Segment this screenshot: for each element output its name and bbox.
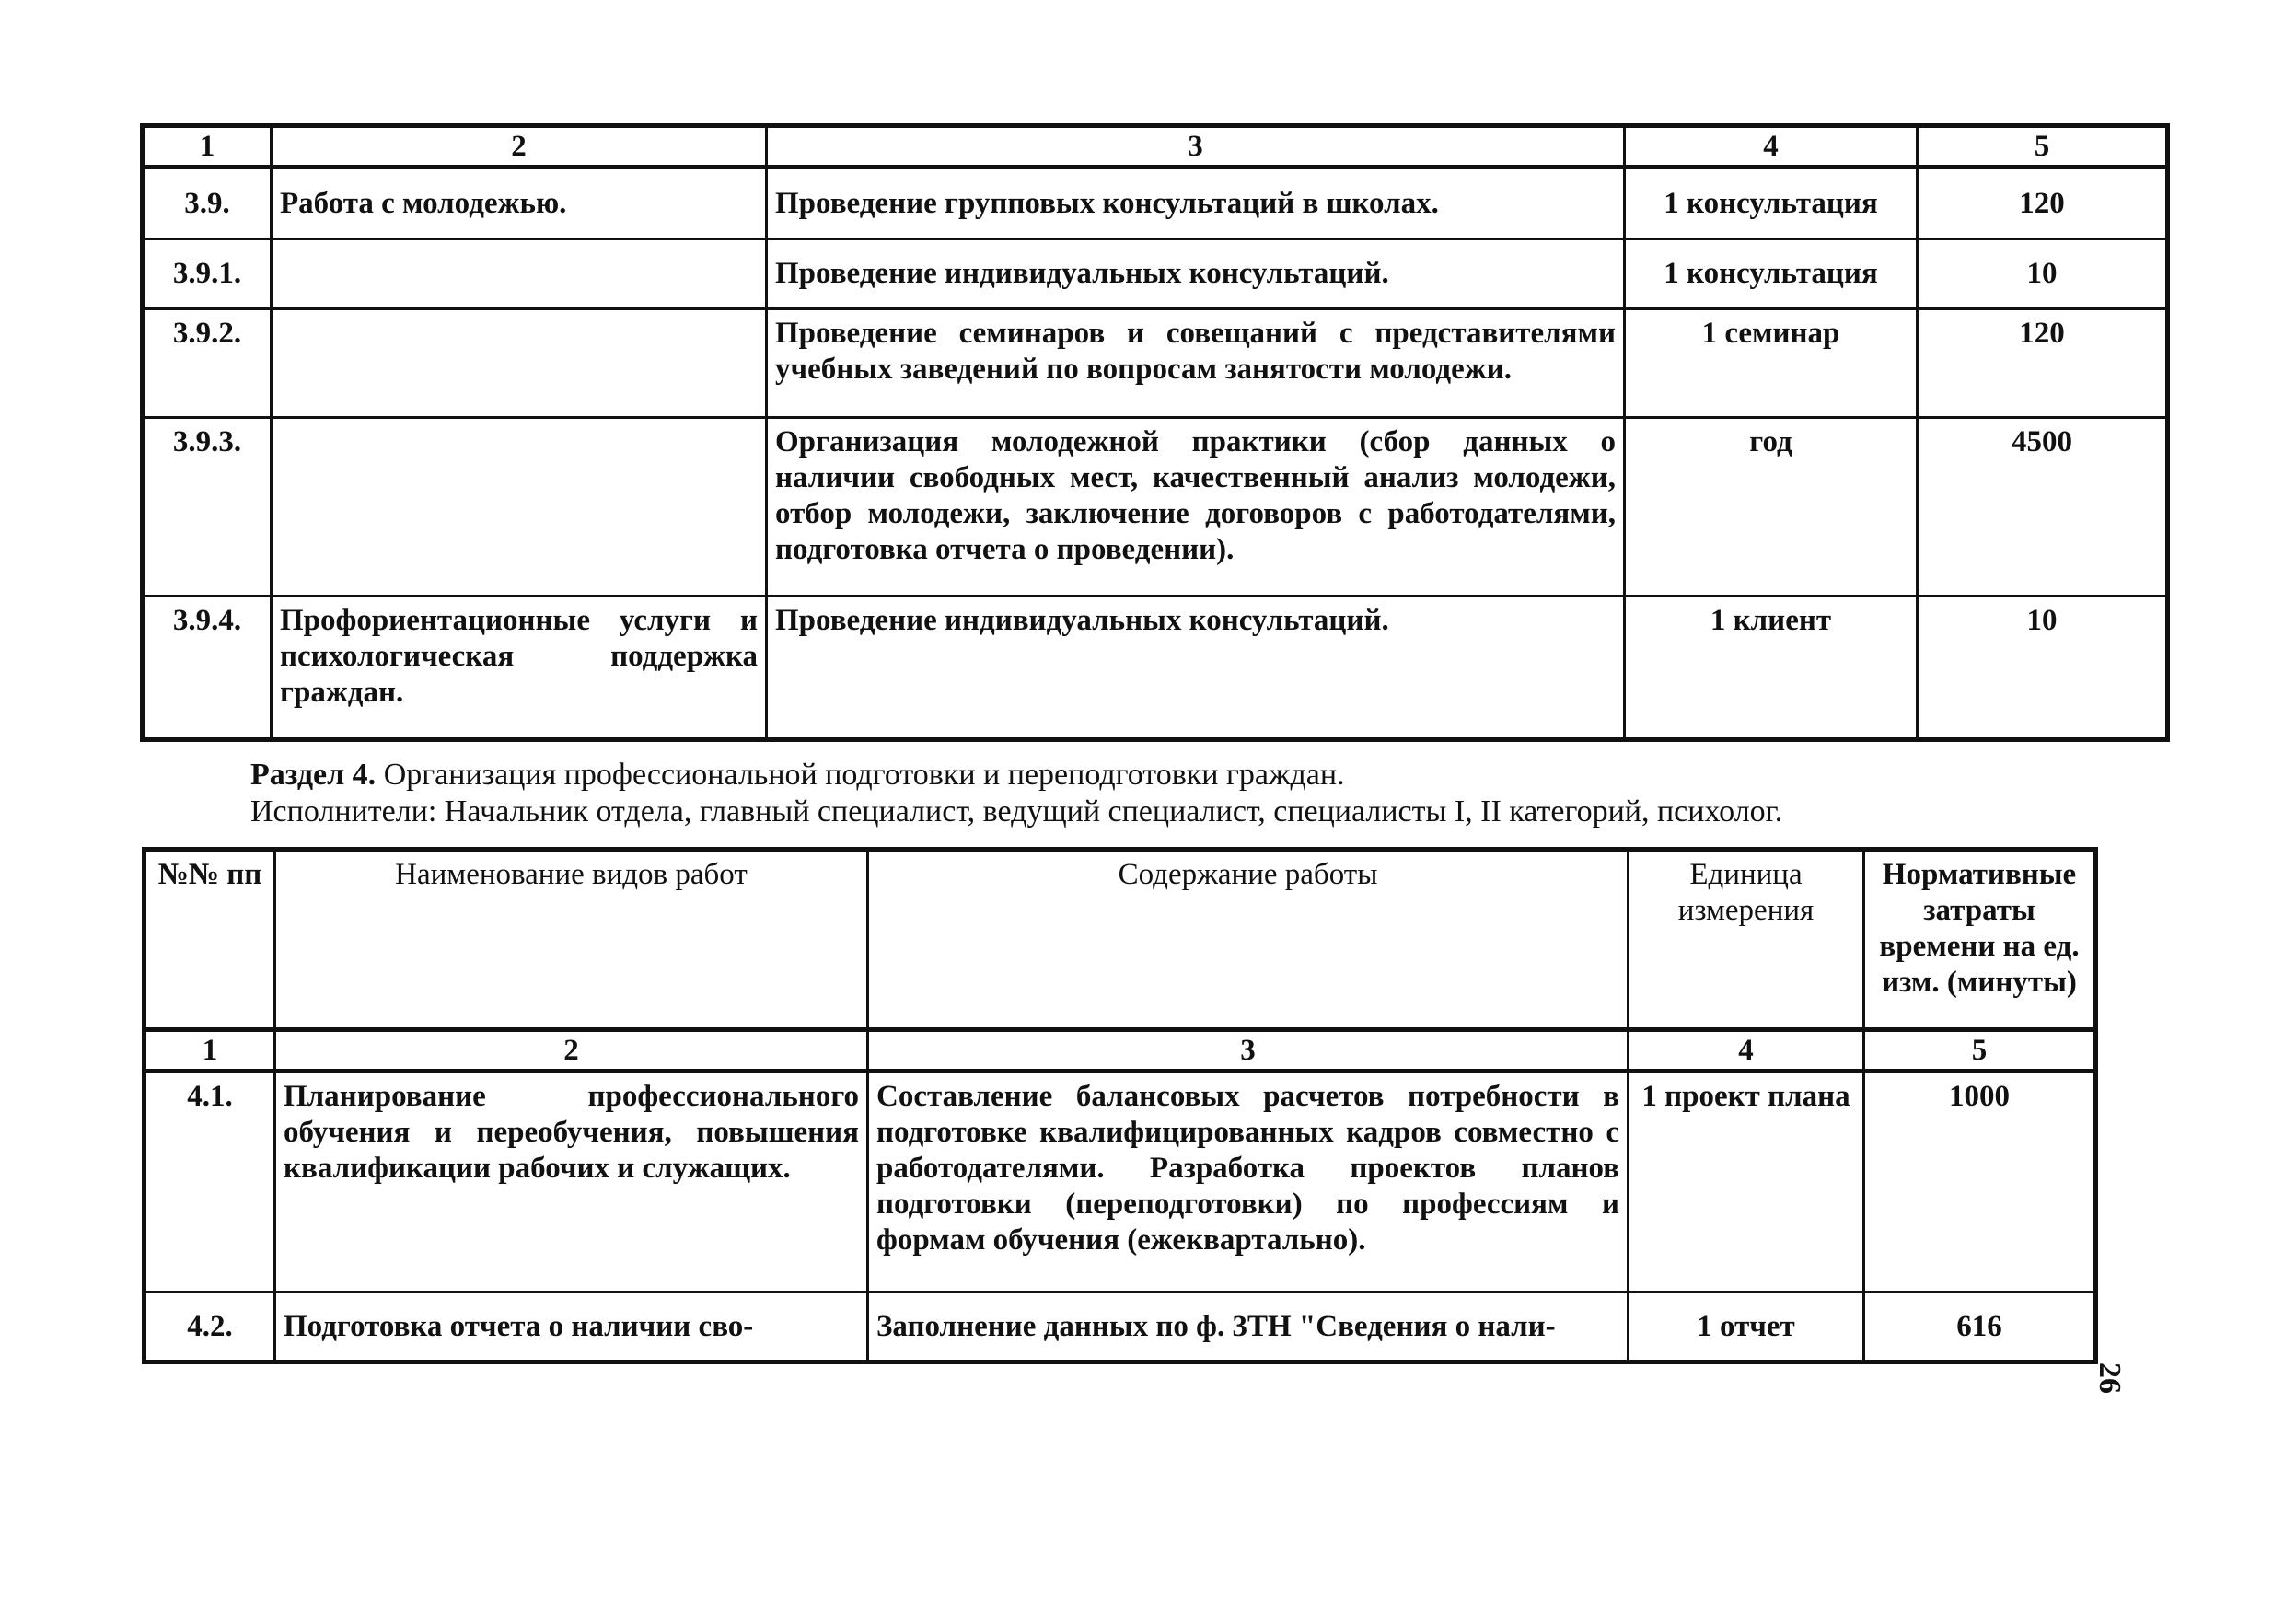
column-number-row bbox=[143, 126, 2168, 168]
header-content: Содержание работы bbox=[868, 850, 1629, 1030]
work-name: Подготовка отчета о наличии сво- bbox=[275, 1292, 868, 1362]
work-content: Проведение групповых консультаций в школах. bbox=[767, 168, 1625, 239]
unit: 1 отчет bbox=[1629, 1292, 1864, 1362]
table-row bbox=[143, 168, 2168, 239]
col-number: 3 bbox=[767, 126, 1625, 168]
unit: 1 проект плана bbox=[1629, 1072, 1864, 1292]
col-number: 1 bbox=[145, 1030, 275, 1072]
work-name: Профориентационные услуги и психологическая поддержка граждан. bbox=[272, 597, 767, 740]
norm-time: 120 bbox=[1918, 309, 2168, 418]
work-content: Проведение индивидуальных консультаций. bbox=[767, 597, 1625, 740]
table-row bbox=[143, 309, 2168, 418]
row-number: 3.9.1. bbox=[143, 239, 272, 309]
row-number: 4.2. bbox=[145, 1292, 275, 1362]
col-number: 4 bbox=[1625, 126, 1918, 168]
row-number: 4.1. bbox=[145, 1072, 275, 1292]
row-number: 3.9.3. bbox=[143, 418, 272, 597]
norm-time: 10 bbox=[1918, 597, 2168, 740]
unit: 1 консультация bbox=[1625, 239, 1918, 309]
table-row bbox=[145, 1072, 2096, 1292]
work-content: Составление балансовых расчетов потребности в подготовке квалифицированных кадров совместно с работодателями. Разработка проектов планов подготовки (переподготовки) по профессиям и формам обучения (ежеквартально). bbox=[868, 1072, 1629, 1292]
section-executors: Исполнители: Начальник отдела, главный специалист, ведущий специалист, специалисты I, II категорий, психолог. bbox=[250, 794, 1783, 829]
work-name bbox=[272, 309, 767, 418]
col-number: 3 bbox=[868, 1030, 1629, 1072]
table-row bbox=[143, 597, 2168, 740]
header-name: Наименование видов работ bbox=[275, 850, 868, 1030]
table-row bbox=[145, 1292, 2096, 1362]
page-number: 26 bbox=[2093, 1362, 2127, 1394]
col-number: 2 bbox=[272, 126, 767, 168]
work-name bbox=[272, 239, 767, 309]
row-number: 3.9.2. bbox=[143, 309, 272, 418]
unit: 1 семинар bbox=[1625, 309, 1918, 418]
row-number: 3.9. bbox=[143, 168, 272, 239]
unit: 1 консультация bbox=[1625, 168, 1918, 239]
section-title-text: Организация профессиональной подготовки и переподготовки граждан. bbox=[376, 758, 1345, 792]
unit: год bbox=[1625, 418, 1918, 597]
column-number-row bbox=[145, 1030, 2096, 1072]
norm-time: 1000 bbox=[1864, 1072, 2096, 1292]
header-num: №№ пп bbox=[145, 850, 275, 1030]
table-row bbox=[143, 418, 2168, 597]
work-content: Проведение индивидуальных консультаций. bbox=[767, 239, 1625, 309]
work-content: Организация молодежной практики (сбор данных о наличии свободных мест, качественный анализ молодежи, отбор молодежи, заключение договоров с работодателями, подготовка отчета о проведении). bbox=[767, 418, 1625, 597]
header-norm: Нормативные затраты времени на ед. изм. (минуты) bbox=[1864, 850, 2096, 1030]
row-number: 3.9.4. bbox=[143, 597, 272, 740]
section-title-number: Раздел 4. bbox=[250, 758, 377, 792]
header-unit: Единица измерения bbox=[1629, 850, 1864, 1030]
table-row bbox=[143, 239, 2168, 309]
norm-time: 4500 bbox=[1918, 418, 2168, 597]
col-number: 5 bbox=[1864, 1030, 2096, 1072]
col-number: 2 bbox=[275, 1030, 868, 1072]
work-content: Проведение семинаров и совещаний с представителями учебных заведений по вопросам занятости молодежи. bbox=[767, 309, 1625, 418]
work-name: Планирование профессионального обучения и переобучения, повышения квалификации рабочих и служащих. bbox=[275, 1072, 868, 1292]
table-section4 bbox=[142, 847, 2098, 1364]
work-name: Работа с молодежью. bbox=[272, 168, 767, 239]
col-number: 1 bbox=[143, 126, 272, 168]
header-row bbox=[145, 850, 2096, 1030]
work-content: Заполнение данных по ф. 3ТН "Сведения о нали- bbox=[868, 1292, 1629, 1362]
work-name bbox=[272, 418, 767, 597]
table-section3 bbox=[140, 123, 2170, 742]
norm-time: 10 bbox=[1918, 239, 2168, 309]
unit: 1 клиент bbox=[1625, 597, 1918, 740]
col-number: 5 bbox=[1918, 126, 2168, 168]
section-title bbox=[250, 757, 1345, 794]
col-number: 4 bbox=[1629, 1030, 1864, 1072]
norm-time: 120 bbox=[1918, 168, 2168, 239]
norm-time: 616 bbox=[1864, 1292, 2096, 1362]
